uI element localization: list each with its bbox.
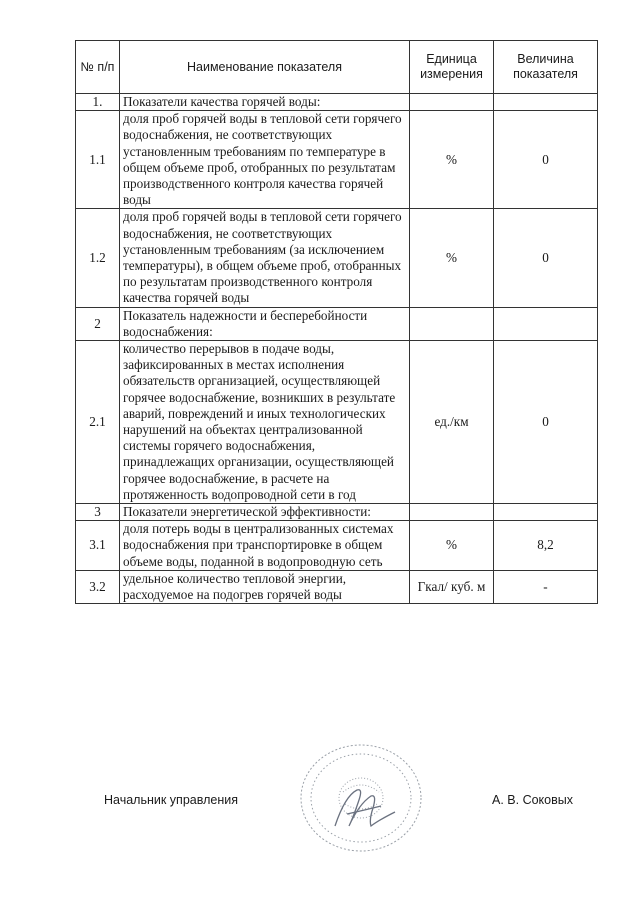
header-value: Величина показателя (494, 41, 598, 94)
signatory-title: Начальник управления (104, 793, 238, 807)
row-name: доля проб горячей воды в тепловой сети горячего водоснабжения, не соответствующих установленным требованиям (за исключением температуры), в общем объеме проб, отобранных по результатам производственного контроля качества горячей воды (120, 209, 410, 307)
row-unit: Гкал/ куб. м (410, 570, 494, 603)
row-unit (410, 307, 494, 340)
table-row (76, 570, 598, 603)
table-row (76, 209, 598, 307)
row-unit (410, 504, 494, 521)
row-unit: ед./км (410, 341, 494, 504)
row-unit: % (410, 209, 494, 307)
signatory-name: А. В. Соковых (492, 793, 573, 807)
table-row (76, 341, 598, 504)
row-unit: % (410, 111, 494, 209)
row-value (494, 307, 598, 340)
row-value: 0 (494, 209, 598, 307)
row-name: доля проб горячей воды в тепловой сети горячего водоснабжения, не соответствующих установленным требованиям по температуре в общем объеме проб, отобранных по результатам производственного контроля качества горячей воды (120, 111, 410, 209)
indicators-table (75, 40, 598, 604)
table-row (76, 307, 598, 340)
row-name: Показатель надежности и бесперебойности водоснабжения: (120, 307, 410, 340)
row-unit: % (410, 521, 494, 571)
table-row (76, 94, 598, 111)
row-num: 1.1 (76, 111, 120, 209)
row-num: 2.1 (76, 341, 120, 504)
row-num: 1. (76, 94, 120, 111)
row-num: 2 (76, 307, 120, 340)
stamp-icon (295, 740, 430, 858)
table-row (76, 521, 598, 571)
row-unit (410, 94, 494, 111)
row-name: доля потерь воды в централизованных системах водоснабжения при транспортировке в общем объеме воды, поданной в водопроводную сеть (120, 521, 410, 571)
header-num: № п/п (76, 41, 120, 94)
row-value: - (494, 570, 598, 603)
row-value (494, 94, 598, 111)
row-value: 0 (494, 111, 598, 209)
row-value (494, 504, 598, 521)
table-row (76, 111, 598, 209)
table-row (76, 504, 598, 521)
row-name: количество перерывов в подаче воды, зафиксированных в местах исполнения обязательств организацией, осуществляющей горячее водоснабжение, возникших в результате аварий, повреждений и иных технологических нарушений на объектах централизованной системы горячего водоснабжения, принадлежащих организации, осуществляющей горячее водоснабжение, в расчете на протяженность водопроводной сети в год (120, 341, 410, 504)
header-unit: Единица измерения (410, 41, 494, 94)
row-name: Показатели качества горячей воды: (120, 94, 410, 111)
row-num: 3 (76, 504, 120, 521)
row-num: 1.2 (76, 209, 120, 307)
row-name: Показатели энергетической эффективности: (120, 504, 410, 521)
table-header-row (76, 41, 598, 94)
row-num: 3.2 (76, 570, 120, 603)
row-name: удельное количество тепловой энергии, расходуемое на подогрев горячей воды (120, 570, 410, 603)
row-value: 0 (494, 341, 598, 504)
row-num: 3.1 (76, 521, 120, 571)
row-value: 8,2 (494, 521, 598, 571)
signature-block (0, 790, 640, 850)
header-name: Наименование показателя (120, 41, 410, 94)
